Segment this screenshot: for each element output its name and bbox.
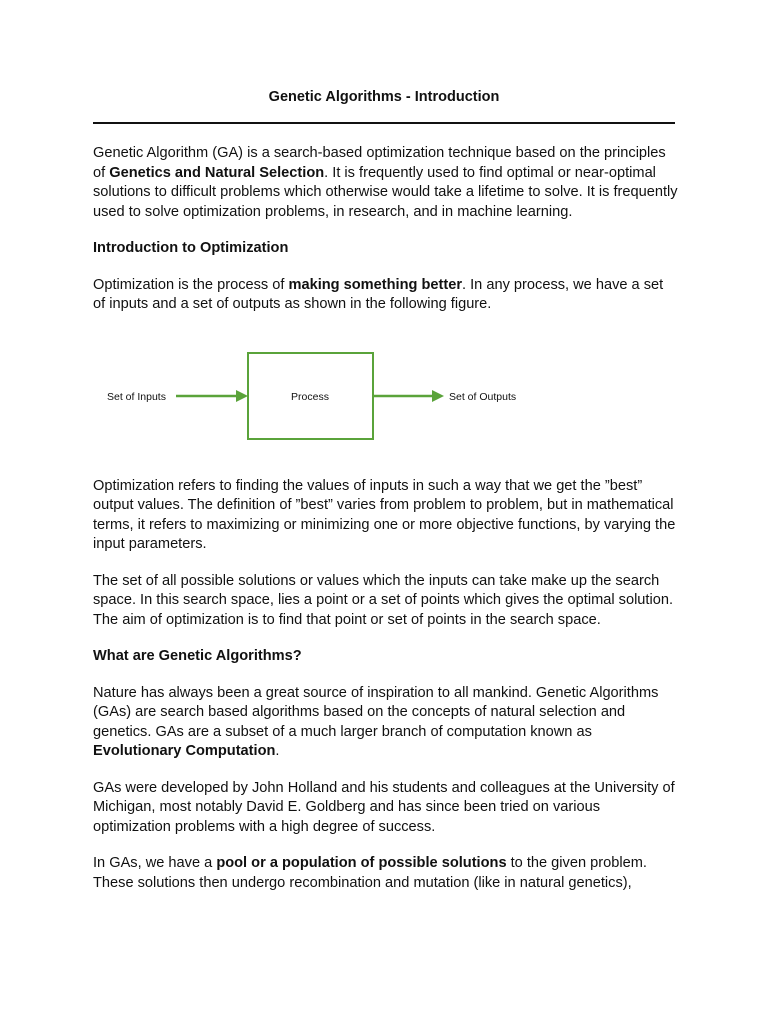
paragraph-nature-bold: Evolutionary Computation: [93, 743, 276, 759]
paragraph-intro: [93, 144, 678, 222]
paragraph-best-values: Optimization refers to finding the values of inputs in such a way that we get the ”best” output values. The definition of ”best” varies from problem to problem, but in mathematical terms, it refers to maximizing or minimizing one or more objective functions, by varying the input parameters.: [93, 477, 676, 552]
output-arrow-head: [432, 390, 444, 402]
paragraph-history: GAs were developed by John Holland and his students and colleagues at the University of Michigan, most notably David E. Goldberg and has since been tried on various optimization problems with a high degree of success.: [93, 779, 675, 835]
diagram-input-label: Set of Inputs: [107, 390, 166, 403]
title-divider: [93, 122, 675, 124]
paragraph-intro-bold: Genetics and Natural Selection: [109, 164, 325, 181]
diagram-process-label: Process: [291, 390, 329, 403]
paragraph-population: [93, 854, 678, 893]
paragraph-nature: [93, 684, 678, 762]
diagram-output-label: Set of Outputs: [449, 390, 517, 403]
document-body: [93, 144, 678, 910]
paragraph-intro-text-a: Genetic Algorithm (GA) is a search-based optimization technique based on the principles of: [93, 145, 666, 181]
paragraph-optimization-text-c: . In any process, we have a set of inputs and a set of outputs as shown in the following figure.: [93, 276, 664, 312]
heading-optimization: Introduction to Optimization: [93, 240, 289, 256]
paragraph-optimization-bold: making something better: [288, 276, 463, 293]
paragraph-optimization-text-a: Optimization is the process of: [93, 276, 289, 293]
heading-genetic-algorithms: What are Genetic Algorithms?: [93, 648, 302, 664]
process-diagram: [93, 341, 678, 451]
paragraph-nature-text-a: Nature has always been a great source of inspiration to all mankind. Genetic Algorithms (GAs) are search based algorithms based on the concepts of natural selection and genetics. GAs are a subset of a much larger branch of computation known as: [93, 684, 659, 740]
paragraph-population-text-c: to the given problem. These solutions then undergo recombination and mutation (like in natural genetics),: [93, 855, 647, 891]
page-title: Genetic Algorithms - Introduction: [268, 89, 500, 105]
paragraph-search-space: The set of all possible solutions or values which the inputs can take make up the search space. In this search space, lies a point or a set of points which gives the optimal solution. The aim of optimization is to find that point or set of points in the search space.: [93, 572, 674, 628]
input-arrow-head: [236, 390, 248, 402]
paragraph-intro-text-c: . It is frequently used to find optimal or near-optimal solutions to difficult problems which otherwise would take a lifetime to solve. It is frequently used to solve optimization problems, in research, and in machine learning.: [93, 164, 678, 220]
paragraph-nature-text-c: .: [275, 743, 280, 759]
paragraph-population-text-a: In GAs, we have a: [93, 855, 217, 871]
paragraph-optimization: [93, 276, 678, 315]
paragraph-population-bold: pool or a population of possible solutions: [216, 855, 507, 871]
